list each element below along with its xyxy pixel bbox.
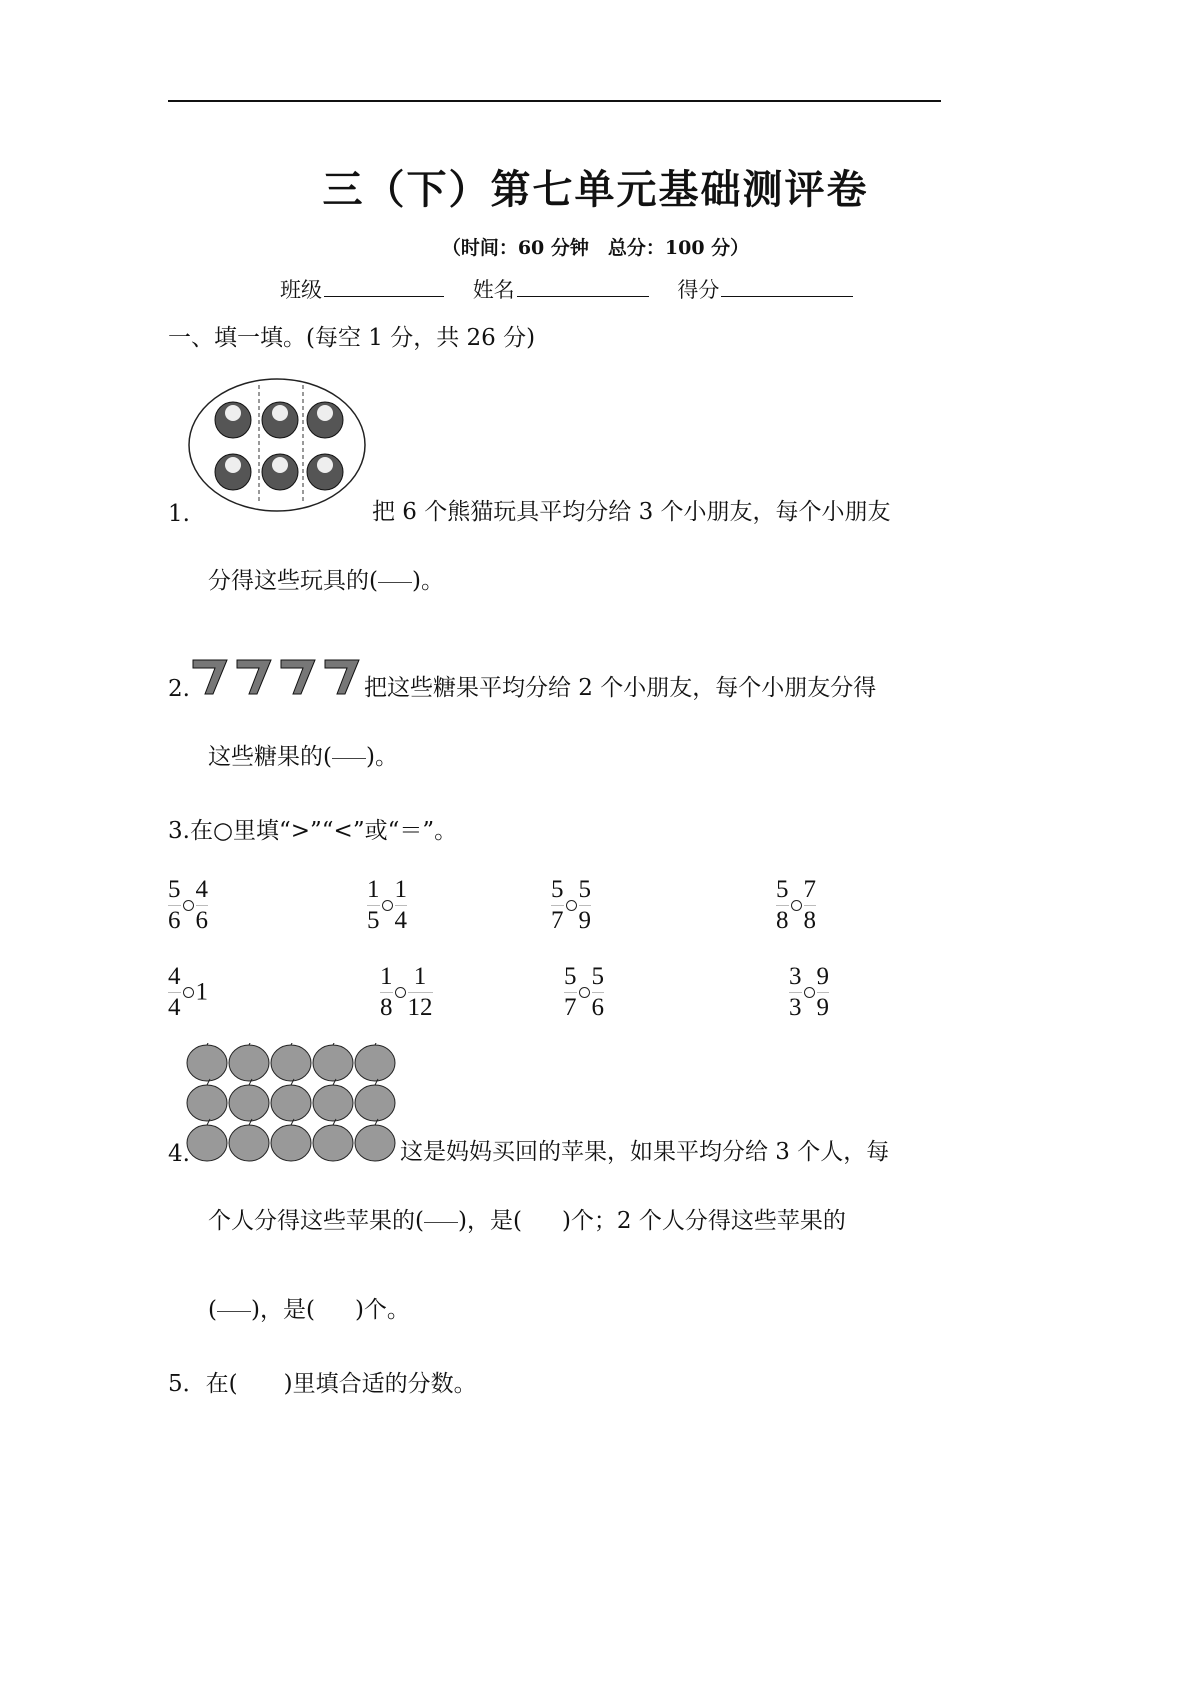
denominator: 4 — [168, 994, 181, 1021]
apple — [355, 1119, 395, 1161]
denominator: 8 — [803, 907, 816, 934]
apple — [229, 1119, 269, 1161]
numerator: 5 — [168, 875, 181, 906]
numerator: 5 — [776, 875, 789, 906]
whole-number: 1 — [195, 978, 208, 1006]
apple — [313, 1119, 353, 1161]
q5-text: 5．在( )里填合适的分数。 — [168, 1371, 477, 1397]
q3-text: 3.在○里填“>”“<”或“＝”。 — [168, 818, 458, 844]
fraction — [367, 875, 380, 936]
section-heading: 一、填一填。(每空 1 分，共 26 分) — [168, 325, 536, 351]
fraction — [817, 962, 830, 1023]
numerator: 9 — [817, 962, 830, 993]
subtitle: （时间：60 分钟 总分：100 分） — [441, 237, 750, 259]
q4-l3c: )个。 — [354, 1297, 410, 1323]
score-label: 得分 — [677, 278, 720, 302]
q4-number: 4. — [168, 1141, 190, 1167]
compare-circle-blank[interactable] — [566, 900, 577, 911]
candies-image — [188, 652, 364, 698]
apple — [355, 1079, 395, 1121]
apple — [229, 1043, 269, 1081]
denominator: 6 — [195, 907, 208, 934]
denominator: 5 — [367, 907, 380, 934]
numerator: 1 — [408, 962, 433, 993]
q4-line2 — [208, 1210, 846, 1233]
name-blank[interactable] — [517, 276, 649, 297]
compare-circle-blank[interactable] — [579, 987, 590, 998]
q1-fraction-blank[interactable] — [378, 582, 412, 583]
page-title: 三（下）第七单元基础测评卷 — [322, 166, 869, 213]
apple — [313, 1079, 353, 1121]
denominator: 4 — [394, 907, 407, 934]
student-info — [280, 276, 853, 301]
fraction — [789, 962, 802, 1023]
score-blank[interactable] — [721, 276, 853, 297]
numerator: 5 — [551, 875, 564, 906]
comparison-item — [367, 875, 407, 936]
name-label: 姓名 — [472, 278, 515, 302]
panda-toys-image — [185, 375, 370, 523]
fraction — [196, 875, 209, 936]
denominator: 8 — [776, 907, 789, 934]
fraction — [592, 962, 605, 1023]
numerator: 5 — [579, 875, 592, 906]
apple — [229, 1079, 269, 1121]
apple — [271, 1079, 311, 1121]
q4-l3b: )，是( — [250, 1297, 315, 1323]
comparison-item — [168, 962, 208, 1023]
q2-fraction-blank[interactable] — [332, 758, 366, 759]
numerator: 3 — [789, 962, 802, 993]
numerator: 7 — [804, 875, 817, 906]
numerator: 4 — [196, 875, 209, 906]
q2-text: 把这些糖果平均分给 2 个小朋友，每个小朋友分得 — [364, 675, 877, 701]
fraction — [804, 875, 817, 936]
q4-fraction-blank-1[interactable] — [424, 1222, 458, 1223]
comparison-item — [564, 962, 604, 1023]
fraction — [168, 962, 181, 1023]
denominator: 6 — [168, 907, 181, 934]
class-label: 班级 — [280, 278, 322, 302]
denominator: 3 — [789, 994, 802, 1021]
q1-text2b: )。 — [411, 568, 444, 594]
q4-fraction-blank-2[interactable] — [217, 1311, 251, 1312]
q1-answer-line — [208, 570, 444, 593]
q4-l2c: )个；2 个人分得这些苹果的 — [561, 1208, 846, 1234]
fraction — [776, 875, 789, 936]
apple — [355, 1043, 395, 1081]
q2-number: 2. — [168, 676, 190, 702]
numerator: 1 — [380, 962, 393, 993]
comparison-item — [789, 962, 829, 1023]
fraction — [380, 962, 393, 1023]
numerator: 1 — [367, 875, 380, 906]
denominator: 7 — [551, 907, 564, 934]
q4-l2b: )，是( — [457, 1208, 522, 1234]
q4-text: 这是妈妈买回的苹果，如果平均分给 3 个人，每 — [400, 1139, 890, 1165]
comparison-item — [551, 875, 591, 936]
q2-answer-line — [208, 746, 398, 769]
header-rule — [168, 100, 941, 102]
apple — [271, 1043, 311, 1081]
comparison-item — [776, 875, 816, 936]
apple — [187, 1079, 227, 1121]
compare-circle-blank[interactable] — [382, 900, 393, 911]
q4-l2a: 个人分得这些苹果的( — [208, 1208, 424, 1234]
comparison-item — [380, 962, 433, 1023]
fraction — [395, 875, 408, 936]
numerator: 1 — [395, 875, 408, 906]
q1-number: 1. — [168, 501, 190, 527]
fraction — [579, 875, 592, 936]
fraction — [564, 962, 577, 1023]
denominator: 6 — [591, 994, 604, 1021]
denominator: 8 — [380, 994, 393, 1021]
numerator: 5 — [564, 962, 577, 993]
compare-circle-blank[interactable] — [395, 987, 406, 998]
q1-text: 把 6 个熊猫玩具平均分给 3 个小朋友，每个小朋友 — [372, 499, 891, 525]
fraction — [168, 875, 181, 936]
fraction — [408, 962, 433, 1023]
q4-line3 — [208, 1299, 410, 1322]
fraction — [551, 875, 564, 936]
class-blank[interactable] — [324, 276, 444, 297]
apple — [271, 1119, 311, 1161]
compare-circle-blank[interactable] — [183, 987, 194, 998]
denominator: 7 — [564, 994, 577, 1021]
q4-l3a: ( — [208, 1297, 217, 1323]
denominator: 12 — [407, 994, 433, 1021]
compare-circle-blank[interactable] — [183, 900, 194, 911]
comparison-item — [168, 875, 208, 936]
apple — [187, 1043, 227, 1081]
compare-circle-blank[interactable] — [804, 987, 815, 998]
q1-text2a: 分得这些玩具的( — [208, 568, 378, 594]
q2-text2b: )。 — [365, 744, 398, 770]
apple — [313, 1043, 353, 1081]
numerator: 5 — [592, 962, 605, 993]
q2-text2a: 这些糖果的( — [208, 744, 332, 770]
apples-image — [185, 1043, 399, 1165]
apple — [187, 1119, 227, 1161]
denominator: 9 — [816, 994, 829, 1021]
numerator: 4 — [168, 962, 181, 993]
denominator: 9 — [578, 907, 591, 934]
compare-circle-blank[interactable] — [791, 900, 802, 911]
